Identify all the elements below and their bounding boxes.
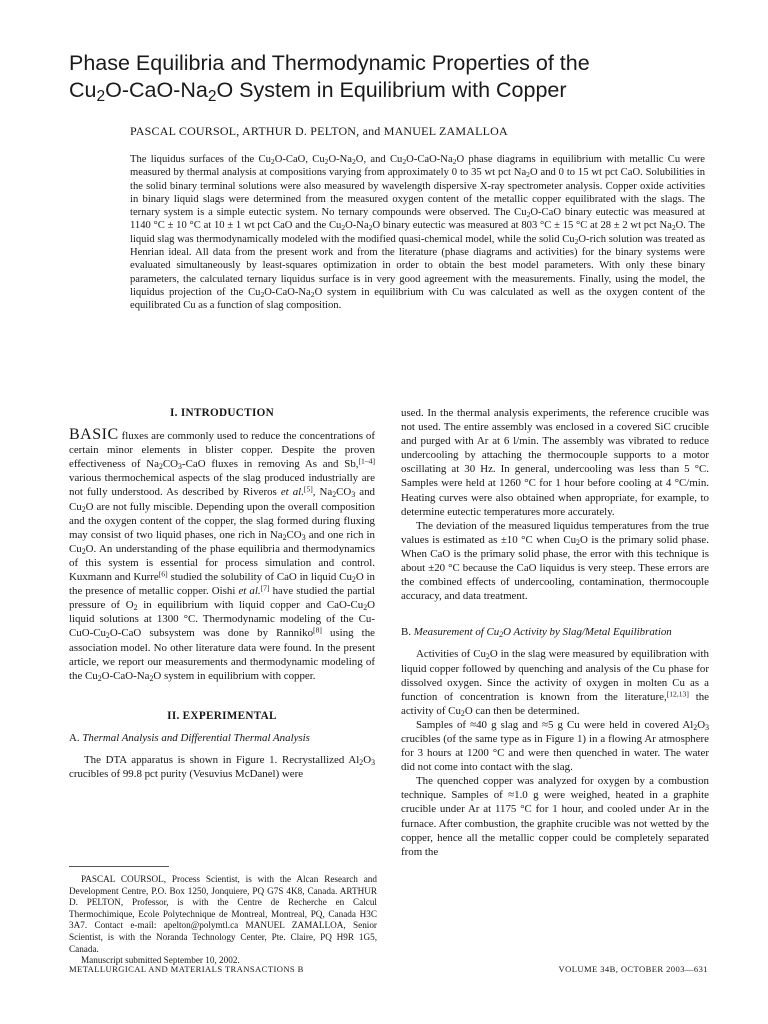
experimental-paragraph: The DTA apparatus is shown in Figure 1. Recrystallized $Al_2O_3$ crucibles of 99.8 pct purity (Vesuvius McDanel) were [69, 753, 375, 781]
body-paragraph: Samples of ≈40 g slag and ≈5 g Cu were held in covered $Al_2O_3$ crucibles (of the same type as in Figure 1) in a flowing Ar atmosphere for 3 hours at 1200 °C and were then quenched in water. The water did not come into contact with the slag. [401, 718, 709, 774]
body-paragraph: Activities of $Cu_2O$ in the slag were measured by equilibration with liquid copper followed by quenching and analysis of the Cu phase for dissolved oxygen. Since the activity of oxygen in molten Cu as a function of concentration is known from the literature,[12,13] the activity of $Cu_2O$ can then be determined. [401, 648, 710, 718]
citation[interactable]: [5] [303, 485, 313, 495]
citation[interactable]: [7] [260, 583, 270, 593]
footnote-divider [69, 866, 169, 867]
journal-name-footer: METALLURGICAL AND MATERIALS TRANSACTIONS B [69, 964, 304, 974]
left-column [69, 406, 375, 781]
author-footnote [69, 874, 377, 967]
author-list: PASCAL COURSOL, ARTHUR D. PELTON, and MANUEL ZAMALLOA [130, 124, 508, 138]
body-paragraph: The deviation of the measured liquidus temperatures from the true values is estimated as ±10 °C when $Cu_2O$ is the primary solid phase. When CaO is the primary solid phase, the error with this technique is about ±20 °C because the CaO liquidus is very steep. These errors are the combined effects of undercooling, contamination, thermocouple accuracy, and data treatment. [401, 519, 709, 603]
subsection-heading-a: A. Thermal Analysis and Differential Thermal Analysis [69, 731, 310, 744]
page-info-footer: VOLUME 34B, OCTOBER 2003—631 [558, 964, 708, 974]
section-heading-introduction: I. INTRODUCTION [170, 407, 274, 419]
drop-cap-word: BASIC [69, 426, 119, 444]
intro-paragraph: BASIC fluxes are commonly used to reduce the concentrations of certain minor elements in blister copper. Despite the proven effectiveness of $Na_2CO_3$-CaO fluxes in removing As and Sb,[1–4] various thermochemical aspects of the slag produced industrially are not fully understood. As described by Riveros et al.[5], $Na_2CO_3$ and $Cu_2O$ are not fully miscible. Depending upon the overall composition and the oxygen content of the copper, the slag formed during fluxing may consist of two liquid phases, one rich in $Na_2CO_3$ and one rich in $Cu_2O$. An understanding of the phase equilibria and thermodynamics of this system is essential for process simulation and control. Kuxmann and Kurre[6] studied the solubility of CaO in liquid $Cu_2O$ in the presence of metallic copper. Oishi et al.[7] have studied the partial pressure of $O_2$ in equilibrium with liquid copper and CaO-$Cu_2O$ liquid solutions at 1300 °C. Thermodynamic modeling of the $Cu-CuO-Cu_2O$-CaO subsystem was done by Ranniko[8] using the association model. No other literature data were found. In the present article, we report our measurements and thermodynamic modeling of the $Cu_2O-CaO-Na_2O$ system in equilibrium with copper. [69, 426, 376, 683]
body-paragraph: used. In the thermal analysis experiments, the reference crucible was not used. The entire assembly was enclosed in a covered SiC crucible and purged with Ar at 6 l/min. The assembly was vibrated to reduce undercooling by attaching the thermocouple supports to a motor oscillating at 30 Hz. In general, undercooling was less than 5 °C. Samples were held at 1260 °C for 1 hour before cooling at 4 °C/min. Heating curves were also obtained when appropriate, for example, to determine eutectic temperatures more accurately. [401, 407, 709, 518]
citation[interactable]: [8] [313, 625, 322, 635]
citation[interactable]: [1–4] [358, 456, 375, 466]
submission-note: Manuscript submitted September 10, 2002. [81, 955, 240, 966]
affiliation-note: PASCAL COURSOL, Process Scientist, is with the Alcan Research and Development Centre, P.O. Box 1250, Jonquiere, PQ G7S 4K8, Canada. ARTHUR D. PELTON, Professor, is with the Centre de Recherche en Calcul Thermochimique, Ecole Polytechnique de Montreal, Montreal, PQ, Canada H3C 3A7. Contact e-mail: apelton@polymtl.ca MANUEL ZAMALLOA, Senior Scientist, is with the Noranda Technology Center, Pte. Claire, PQ H9R 1G5, Canada. [69, 874, 377, 954]
body-paragraph: The quenched copper was analyzed for oxygen by a combustion technique. Samples of ≈1.0 g were weighed, heated in a graphite crucible under Ar at 1175 °C for 1 hour, and cooled under Ar in the furnace. After combustion, the graphite crucible was not wetted by the copper, hence all the metallic copper could be completely separated from the [401, 775, 709, 858]
right-column [401, 406, 709, 859]
section-heading-experimental: II. EXPERIMENTAL [167, 709, 277, 722]
citation[interactable]: [6] [158, 569, 168, 579]
paper-title: Phase Equilibria and Thermodynamic Properties of the $Cu_2O-CaO-Na_2O$ System in Equilibrium with Copper [69, 51, 590, 105]
subsection-heading-b: B. Measurement of $Cu_2O$ Activity by Slag/Metal Equilibration [401, 626, 672, 640]
abstract: The liquidus surfaces of the $Cu_2O$-CaO, $Cu_2O-Na_2O$, and $Cu_2O-CaO-Na_2O$ phase diagrams in equilibrium with metallic Cu were measured by thermal analysis at compositions varying from approximately 0 to 35 wt pct $Na_2O$ and 0 to 15 wt pct CaO. Solubilities in the solid binary terminal solutions were also measured by wavelength dispersive X-ray spectrometer analysis. Copper oxide activities in binary liquid slags were determined from the measured oxygen content of the metallic copper equilibrated with the slags. The ternary system is a simple eutectic system. No ternary compounds were observed. The $Cu_2O$-CaO binary eutectic was measured at 1140 °C ± 10 °C at 10 ± 1 wt pct CaO and the $Cu_2O-Na_2O$ binary eutectic was measured at 803 °C ± 15 °C at 28 ± 2 wt pct $Na_2O$. The liquid slag was thermodynamically modeled with the modified quasi-chemical model, while the solid $Cu_2O$-rich solution was treated as Henrian ideal. All data from the present work and from the literature (phase diagrams and activities) for the binary systems were evaluated simultaneously by least-squares optimization in order to obtain the best model parameters. With only these binary parameters, the calculated ternary liquidus surface is in very good agreement with the measurements. Finally, using the model, the liquidus projection of the $Cu_2O-CaO-Na_2O$ system in equilibrium with Cu was calculated as well as the oxygen content of the equilibrated Cu as a function of slag composition. [130, 154, 705, 312]
citation[interactable]: [12,13] [666, 689, 689, 699]
